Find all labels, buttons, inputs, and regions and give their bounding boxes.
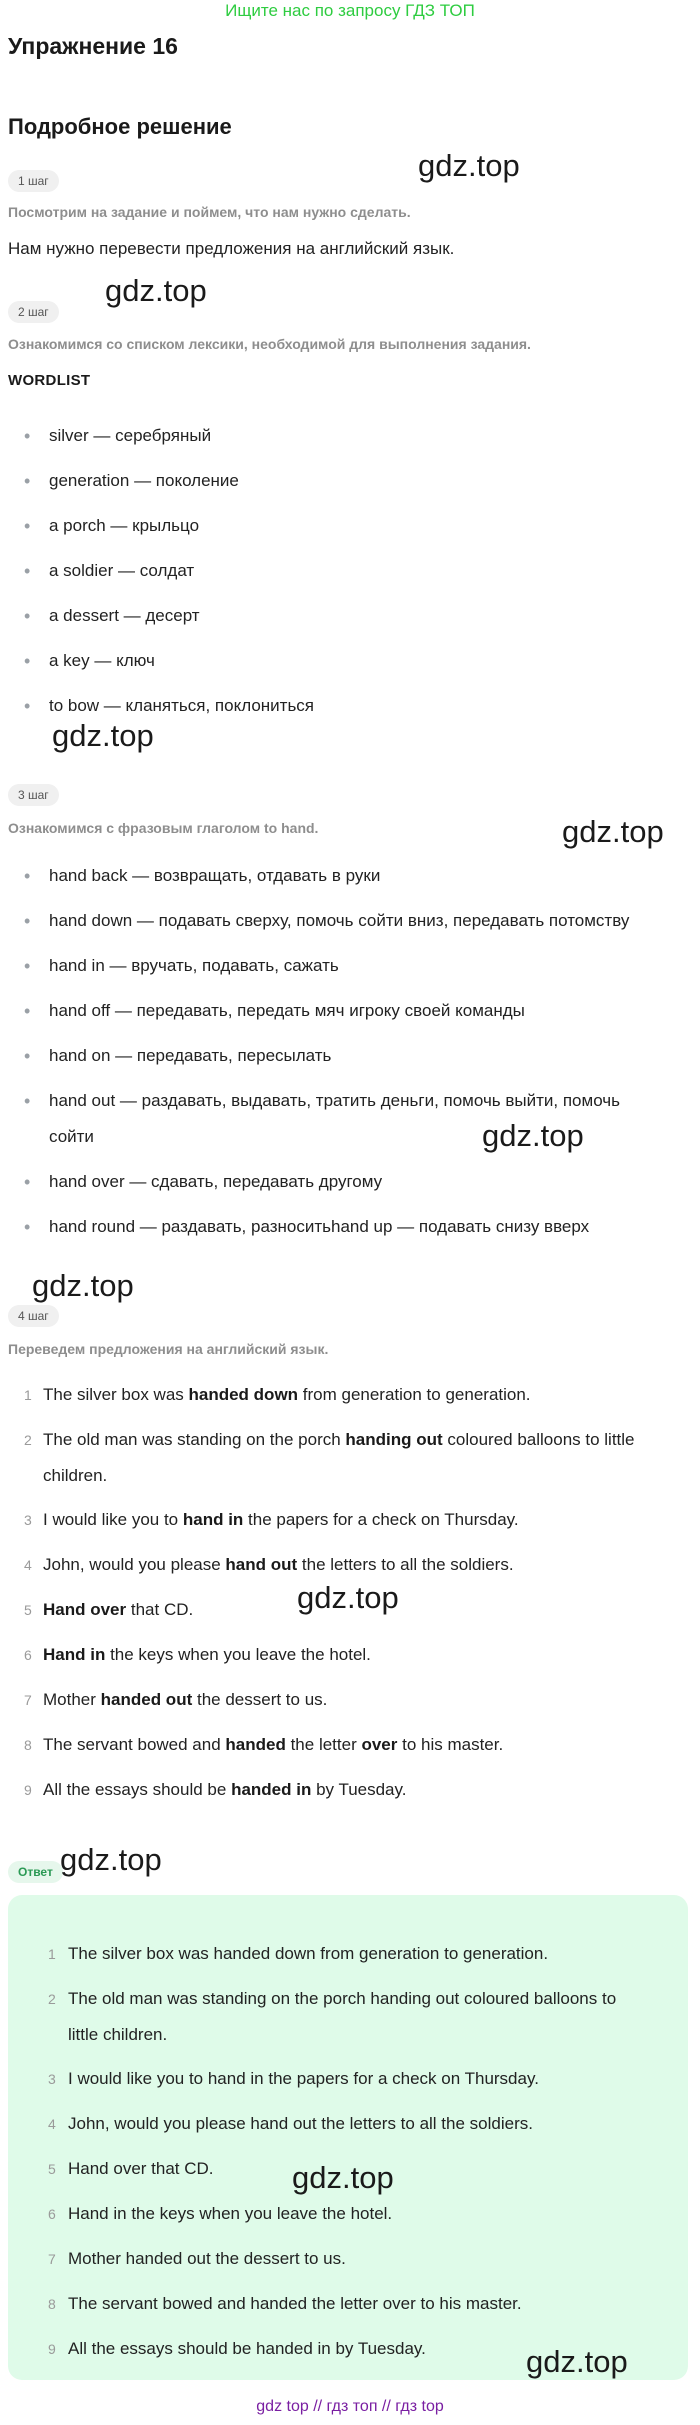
watermark: gdz.top xyxy=(562,814,664,849)
bullet-icon: • xyxy=(24,606,31,626)
watermark: gdz.top xyxy=(105,273,207,308)
item-number: 4 xyxy=(24,1557,32,1573)
item-number: 8 xyxy=(24,1737,32,1753)
step-badge-3: 3 шаг xyxy=(8,784,59,806)
step-3-description: Ознакомимся с фразовым глаголом to hand. xyxy=(8,820,319,836)
item-number: 7 xyxy=(24,1692,32,1708)
wordlist-item: a soldier — солдат xyxy=(49,561,195,580)
item-number: 6 xyxy=(48,2206,56,2222)
translation-sentence: Hand in the keys when you leave the hotel. xyxy=(43,1645,371,1664)
watermark: gdz.top xyxy=(292,2160,394,2195)
watermark: gdz.top xyxy=(32,1268,134,1303)
bullet-icon: • xyxy=(24,561,31,581)
step-4-description: Переведем предложения на английский язык. xyxy=(8,1341,329,1357)
item-number: 3 xyxy=(24,1512,32,1528)
bullet-icon: • xyxy=(24,516,31,536)
wordlist-item: a dessert — десерт xyxy=(49,606,200,625)
watermark: gdz.top xyxy=(60,1842,162,1877)
translation-sentence: Hand over that CD. xyxy=(43,1600,194,1619)
wordlist-heading: WORDLIST xyxy=(8,372,91,389)
answer-sentence: The servant bowed and handed the letter over to his master. xyxy=(68,2294,522,2313)
item-number: 9 xyxy=(24,1782,32,1798)
section-subtitle: Подробное решение xyxy=(8,114,232,139)
bullet-icon: • xyxy=(24,1217,31,1237)
watermark: gdz.top xyxy=(482,1118,584,1153)
bullet-icon: • xyxy=(24,911,31,931)
item-number: 6 xyxy=(24,1647,32,1663)
phrasal-verb-item: hand round — раздавать, разноситьhand up — подавать снизу вверх xyxy=(49,1217,590,1236)
item-number: 5 xyxy=(24,1602,32,1618)
answer-sentence: All the essays should be handed in by Tuesday. xyxy=(68,2339,426,2358)
phrasal-verb-item: hand out — раздавать, выдавать, тратить деньги, помочь выйти, помочь сойти xyxy=(49,1091,620,1146)
item-number: 2 xyxy=(48,1991,56,2007)
wordlist-item: a porch — крыльцо xyxy=(49,516,200,535)
wordlist-item: silver — серебряный xyxy=(49,426,212,445)
footer-links[interactable]: gdz top // гдз топ // гдз top xyxy=(256,2398,444,2415)
bullet-icon: • xyxy=(24,651,31,671)
item-number: 4 xyxy=(48,2116,56,2132)
bullet-icon: • xyxy=(24,1091,31,1111)
phrasal-verb-item: hand back — возвращать, отдавать в руки xyxy=(49,866,381,885)
bullet-icon: • xyxy=(24,1001,31,1021)
bullet-icon: • xyxy=(24,956,31,976)
watermark: gdz.top xyxy=(418,148,520,183)
phrasal-verb-item: hand off — передавать, передать мяч игроку своей команды xyxy=(49,1001,525,1020)
watermark: gdz.top xyxy=(52,718,154,753)
step-2-description: Ознакомимся со списком лексики, необходимой для выполнения задания. xyxy=(8,336,531,352)
item-number: 1 xyxy=(24,1387,32,1403)
step-1-description: Посмотрим на задание и поймем, что нам нужно сделать. xyxy=(8,204,411,220)
translation-sentence: I would like you to hand in the papers for a check on Thursday. xyxy=(43,1510,519,1529)
step-badge-2: 2 шаг xyxy=(8,301,59,323)
item-number: 9 xyxy=(48,2341,56,2357)
answer-sentence: Hand in the keys when you leave the hotel. xyxy=(68,2204,393,2223)
wordlist-item: to bow — кланяться, поклониться xyxy=(49,696,315,715)
phrasal-verb-item: hand on — передавать, пересылать xyxy=(49,1046,332,1065)
bullet-icon: • xyxy=(24,471,31,491)
wordlist-item: a key — ключ xyxy=(49,651,155,670)
bullet-icon: • xyxy=(24,1046,31,1066)
answer-sentence: Hand over that CD. xyxy=(68,2159,214,2178)
item-number: 2 xyxy=(24,1432,32,1448)
step-1-paragraph: Нам нужно перевести предложения на английский язык. xyxy=(8,239,455,258)
answer-badge: Ответ xyxy=(8,1861,63,1883)
step-badge-4: 4 шаг xyxy=(8,1305,59,1327)
translation-sentence: John, would you please hand out the letters to all the soldiers. xyxy=(43,1555,514,1574)
phrasal-verb-item: hand over — сдавать, передавать другому xyxy=(49,1172,383,1191)
answer-sentence: The old man was standing on the porch handing out coloured balloons to little children. xyxy=(68,1989,617,2044)
item-number: 7 xyxy=(48,2251,56,2267)
answer-sentence: Mother handed out the dessert to us. xyxy=(68,2249,346,2268)
answer-sentence: John, would you please hand out the letters to all the soldiers. xyxy=(68,2114,533,2133)
translation-sentence: All the essays should be handed in by Tuesday. xyxy=(43,1780,407,1799)
translation-sentence: Mother handed out the dessert to us. xyxy=(43,1690,328,1709)
item-number: 8 xyxy=(48,2296,56,2312)
answer-sentence: The silver box was handed down from generation to generation. xyxy=(68,1944,549,1963)
translation-sentence: The silver box was handed down from generation to generation. xyxy=(43,1385,531,1404)
bullet-icon: • xyxy=(24,1172,31,1192)
bullet-icon: • xyxy=(24,426,31,446)
bullet-icon: • xyxy=(24,696,31,716)
watermark: gdz.top xyxy=(297,1580,399,1615)
step-badge-1: 1 шаг xyxy=(8,170,59,192)
translation-sentence: The old man was standing on the porch handing out coloured balloons to little children. xyxy=(43,1430,635,1485)
item-number: 3 xyxy=(48,2071,56,2087)
answer-sentence: I would like you to hand in the papers for a check on Thursday. xyxy=(68,2069,539,2088)
top-banner[interactable]: Ищите нас по запросу ГДЗ ТОП xyxy=(225,1,475,20)
item-number: 1 xyxy=(48,1946,56,1962)
wordlist-item: generation — поколение xyxy=(49,471,239,490)
phrasal-verb-item: hand in — вручать, подавать, сажать xyxy=(49,956,339,975)
watermark: gdz.top xyxy=(526,2344,628,2379)
bullet-icon: • xyxy=(24,866,31,886)
page-title: Упражнение 16 xyxy=(8,33,178,59)
item-number: 5 xyxy=(48,2161,56,2177)
translation-sentence: The servant bowed and handed the letter over to his master. xyxy=(43,1735,504,1754)
phrasal-verb-item: hand down — подавать сверху, помочь сойти вниз, передавать потомству xyxy=(49,911,630,930)
